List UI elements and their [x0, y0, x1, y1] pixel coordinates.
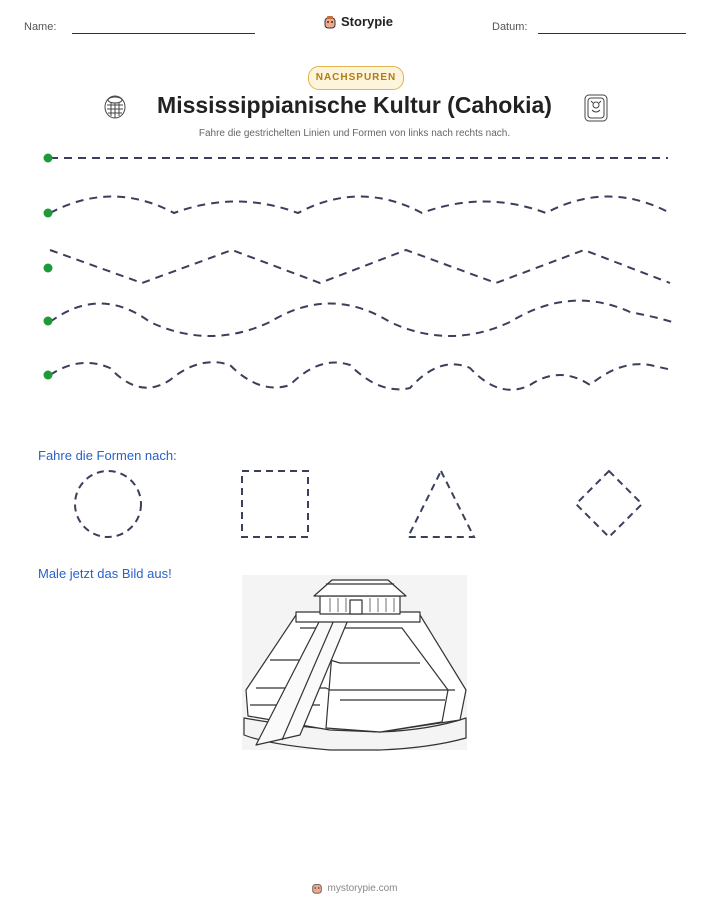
page-title: Mississippianische Kultur (Cahokia)	[157, 92, 552, 118]
footer	[0, 882, 709, 897]
date-label: Datum:	[492, 21, 528, 33]
brand-name: Storypie	[341, 14, 394, 29]
storypie-footer-icon	[311, 882, 323, 894]
name-label: Name:	[24, 21, 57, 33]
coloring-section-label: Male jetzt das Bild aus!	[38, 566, 172, 581]
footer-url[interactable]: mystorypie.com	[327, 882, 398, 894]
shapes-section-label: Fahre die Formen nach:	[38, 448, 177, 463]
page-subtitle: Fahre die gestrichelten Linien und Formen von links nach rechts nach.	[198, 128, 511, 139]
worksheet-type-badge: NACHSPUREN	[308, 66, 404, 90]
